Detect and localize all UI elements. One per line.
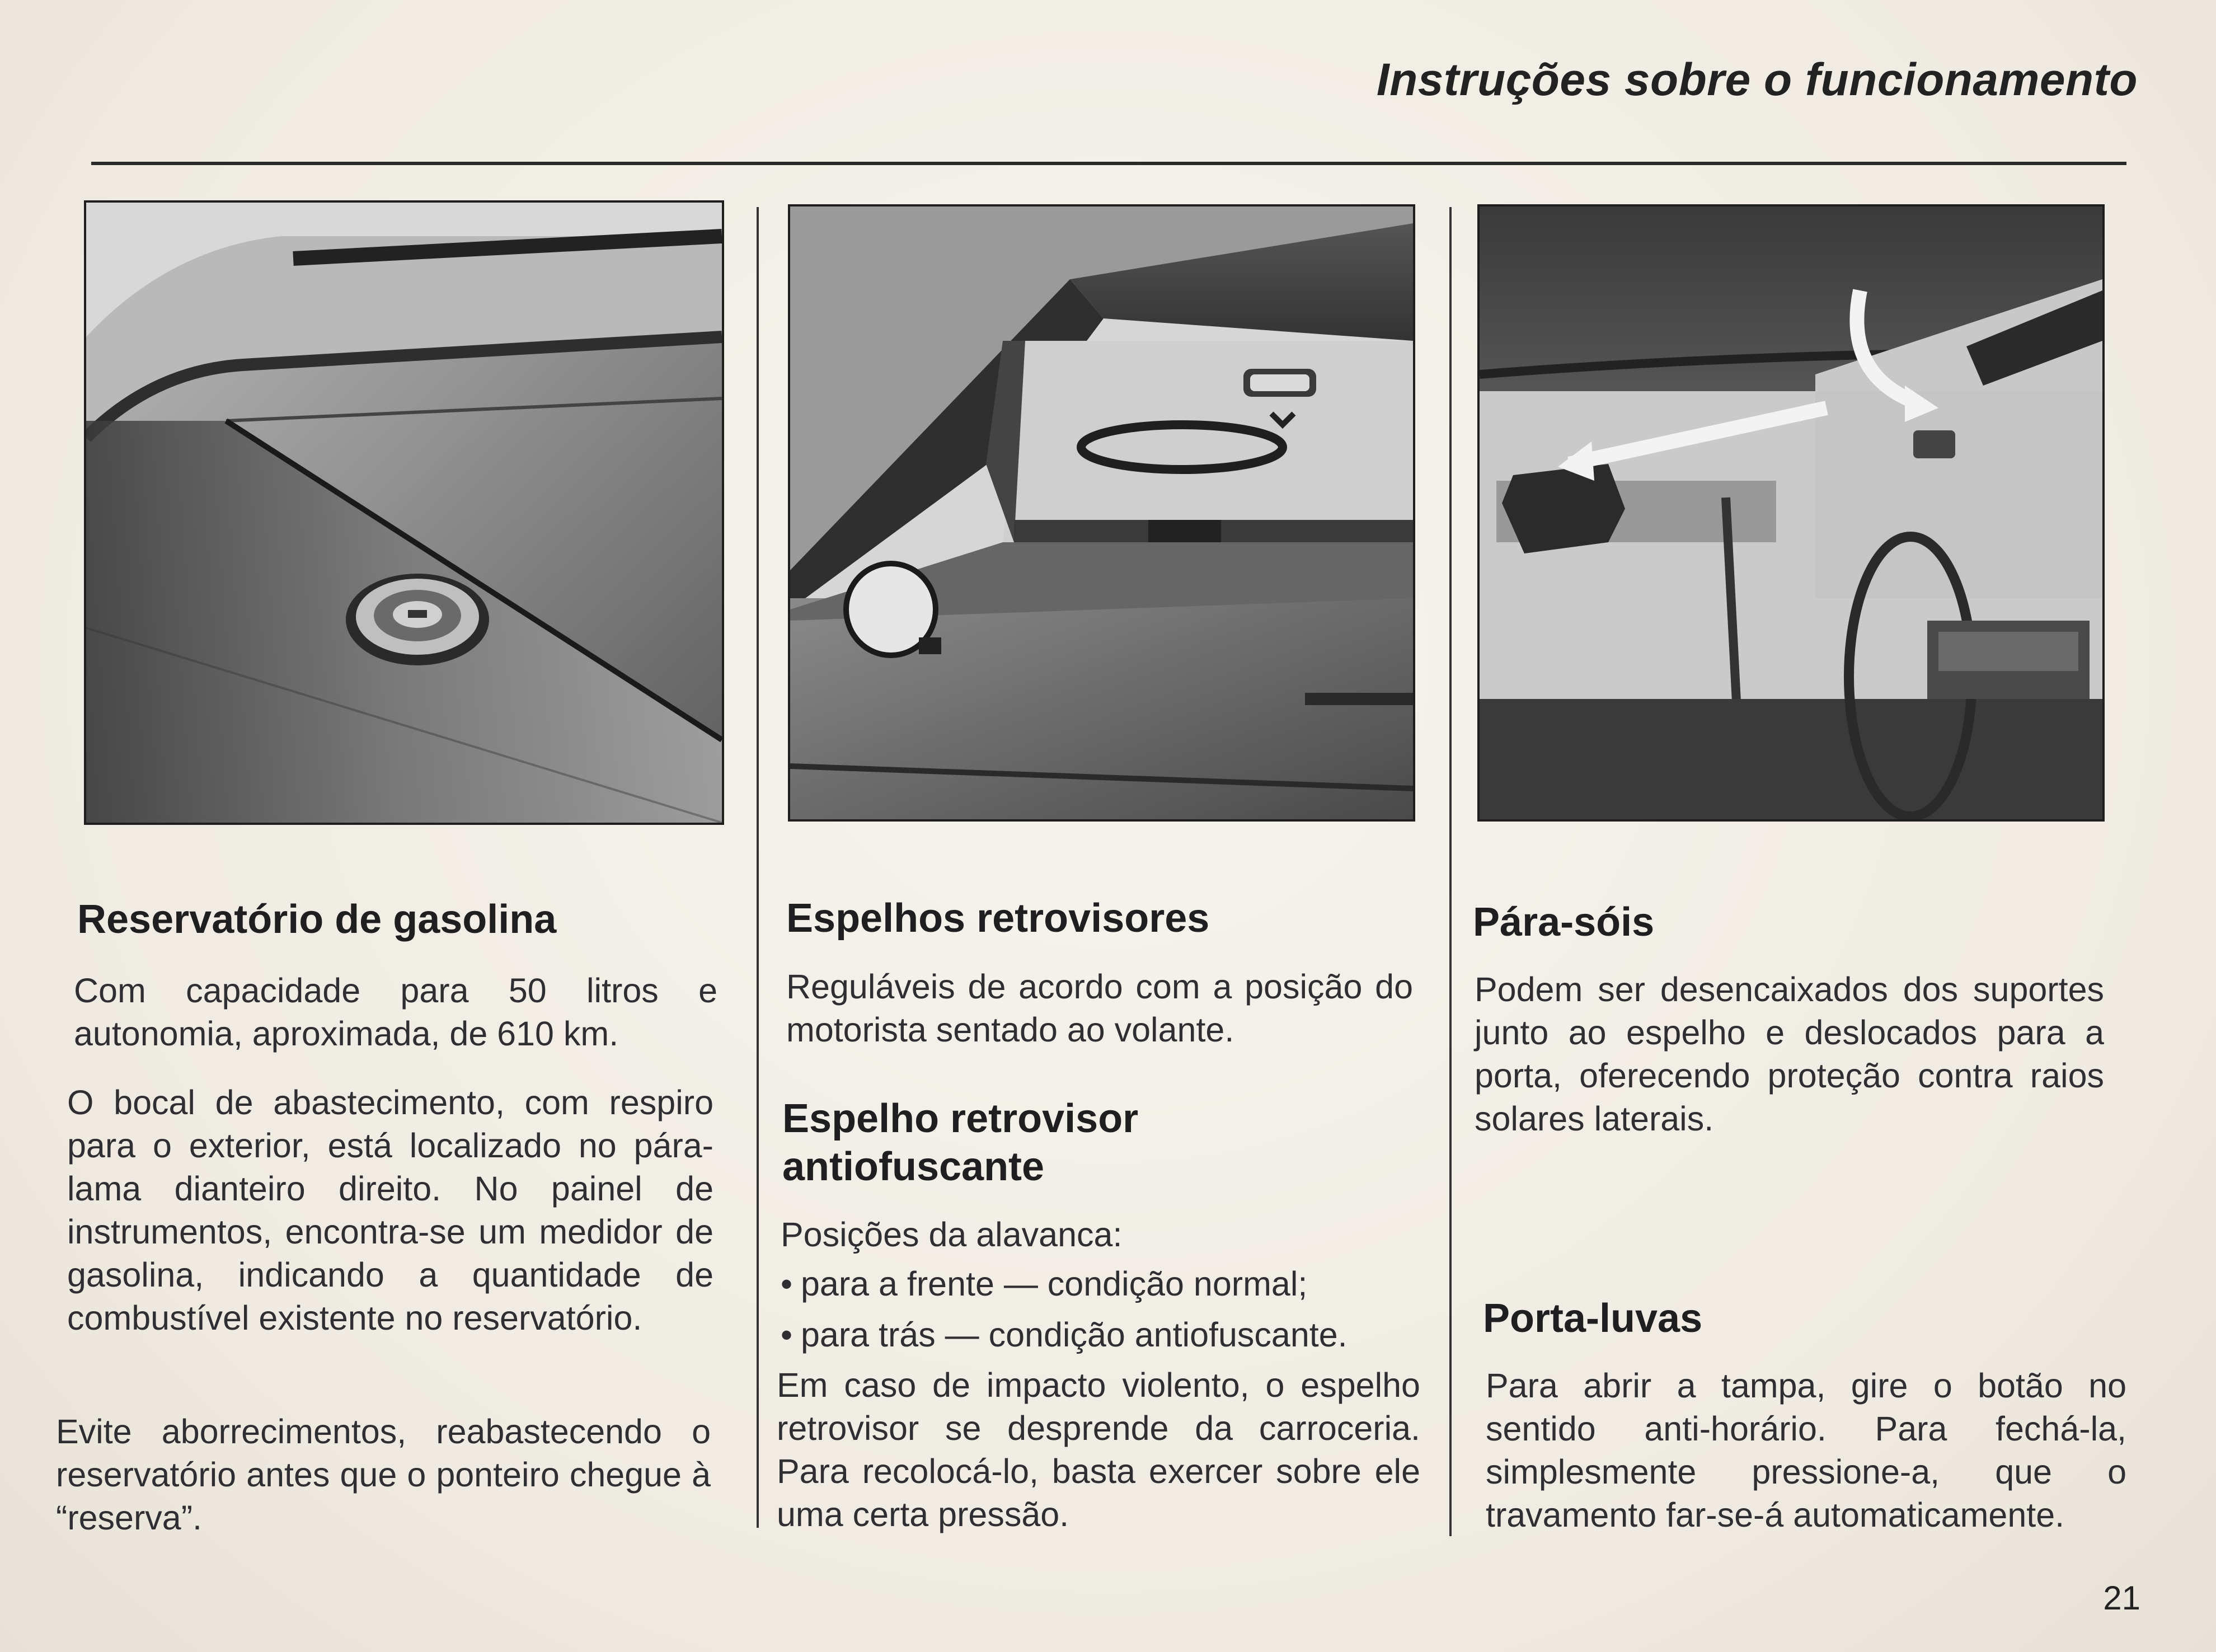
lever-position-back-text: para trás — condição antiofuscante. <box>801 1316 1348 1354</box>
page-number: 21 <box>2103 1579 2140 1617</box>
mirrors-adjust-text: Reguláveis de acordo com a posição do motorista sentado ao volante. <box>786 968 1413 1049</box>
fuel-tank-heading: Reservatório de gasolina <box>77 897 557 942</box>
sunvisor-illustration <box>1480 206 2102 819</box>
sunvisors-heading: Pára-sóis <box>1473 900 1655 945</box>
page-header-title: Instruções sobre o funcionamento <box>1376 54 2138 105</box>
mirrors-photo <box>788 204 1415 822</box>
lever-position-forward <box>781 1263 1307 1306</box>
fuel-cap-illustration <box>86 203 722 823</box>
mirrors-illustration <box>790 206 1413 819</box>
column-divider-right <box>1449 207 1452 1536</box>
fuel-tank-capacity-text: Com capacidade para 50 litros e autonomia, aproximada, de 610 km. <box>74 972 717 1053</box>
lever-position-back <box>781 1313 1348 1357</box>
fuel-cap-photo <box>84 200 724 825</box>
bullet-dot: • <box>781 1265 793 1303</box>
bullet-dot: • <box>781 1316 793 1354</box>
fuel-filler-text: O bocal de abastecimento, com respiro para o exterior, está localizado no pára-lama dianteiro direito. No painel de instrumentos, encontra-se um medidor de gasolina, indicando a quantidade de combustível existente no reservatório. <box>67 1083 713 1337</box>
mirrors-heading: Espelhos retrovisores <box>786 896 1210 941</box>
lever-position-forward-text: para a frente — condição normal; <box>801 1265 1308 1303</box>
glovebox-heading: Porta-luvas <box>1483 1296 1703 1341</box>
sunvisors-text: Podem ser desencaixados dos suportes junto ao espelho e deslocados para a porta, oferecendo proteção contra raios solares laterais. <box>1475 970 2104 1138</box>
glovebox-text: Para abrir a tampa, gire o botão no sentido anti-horário. Para fechá-la, simplesmente pressione-a, que o travamento far-se-á automaticamente. <box>1486 1367 2126 1534</box>
lever-positions-text: Posições da alavanca: <box>781 1215 1123 1254</box>
sunvisor-photo <box>1477 204 2105 822</box>
header-rule <box>91 162 2126 165</box>
fuel-reserve-text: Evite aborrecimentos, reabastecendo o reservatório antes que o ponteiro chegue à “reserva”. <box>56 1412 711 1537</box>
antiglare-mirror-heading: Espelho retrovisor antiofuscante <box>782 1096 1139 1189</box>
column-divider-left <box>757 207 759 1528</box>
mirror-detach-text: Em caso de impacto violento, o espelho retrovisor se desprende da carroceria. Para recolocá-lo, basta exercer sobre ele uma certa pressão. <box>777 1366 1420 1533</box>
